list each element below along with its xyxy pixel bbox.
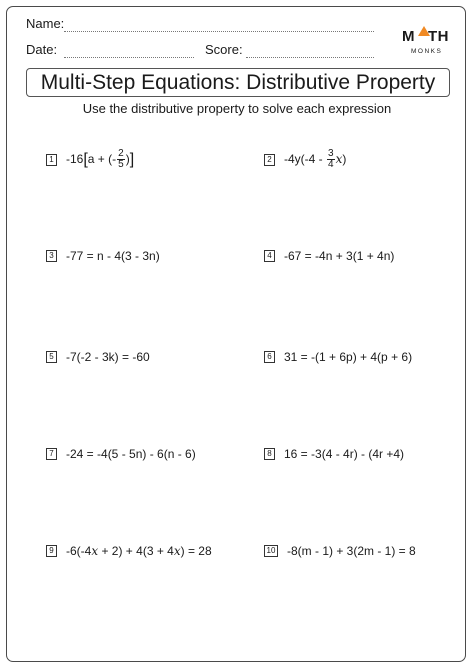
worksheet-title: Multi-Step Equations: Distributive Property: [26, 68, 450, 97]
problem-9: 9 -6(-4x + 2) + 4(3 + 4x) = 28: [46, 543, 212, 558]
problem-10: 10 -8(m - 1) + 3(2m - 1) = 8: [264, 543, 416, 558]
problem-5: 5 -7(-2 - 3k) = -60: [46, 349, 150, 364]
problem-number: 7: [46, 448, 57, 460]
problem-6: 6 31 = -(1 + 6p) + 4(p + 6): [264, 349, 412, 364]
problem-7: 7 -24 = -4(5 - 5n) - 6(n - 6): [46, 446, 196, 461]
date-label: Date:: [26, 42, 58, 57]
problem-number: 2: [264, 154, 275, 166]
problem-4: 4 -67 = -4n + 3(1 + 4n): [264, 248, 394, 263]
math-monks-logo: M TH MONKS: [402, 28, 449, 55]
problem-2: 2 -4y(-4 - $\frac{3}{4}$ x): [264, 149, 346, 170]
name-field[interactable]: [64, 31, 374, 32]
problem-8: 8 16 = -3(4 - 4r) - (4r +4): [264, 446, 404, 461]
problem-3: 3 -77 = n - 4(3 - 3n): [46, 248, 160, 263]
problem-number: 4: [264, 250, 275, 262]
problem-number: 10: [264, 545, 278, 557]
date-field[interactable]: [64, 57, 194, 58]
score-field[interactable]: [246, 57, 374, 58]
problem-1: 1 -16[a + (- $\frac{2}{5}$ )]: [46, 149, 134, 170]
problem-number: 6: [264, 351, 275, 363]
problem-number: 3: [46, 250, 57, 262]
problem-number: 5: [46, 351, 57, 363]
logo-triangle-icon: [418, 26, 430, 36]
name-label: Name:: [26, 16, 65, 31]
score-label: Score:: [205, 42, 243, 57]
problem-number: 1: [46, 154, 57, 166]
instruction-text: Use the distributive property to solve each expression: [82, 101, 392, 116]
problem-number: 8: [264, 448, 275, 460]
problem-number: 9: [46, 545, 57, 557]
